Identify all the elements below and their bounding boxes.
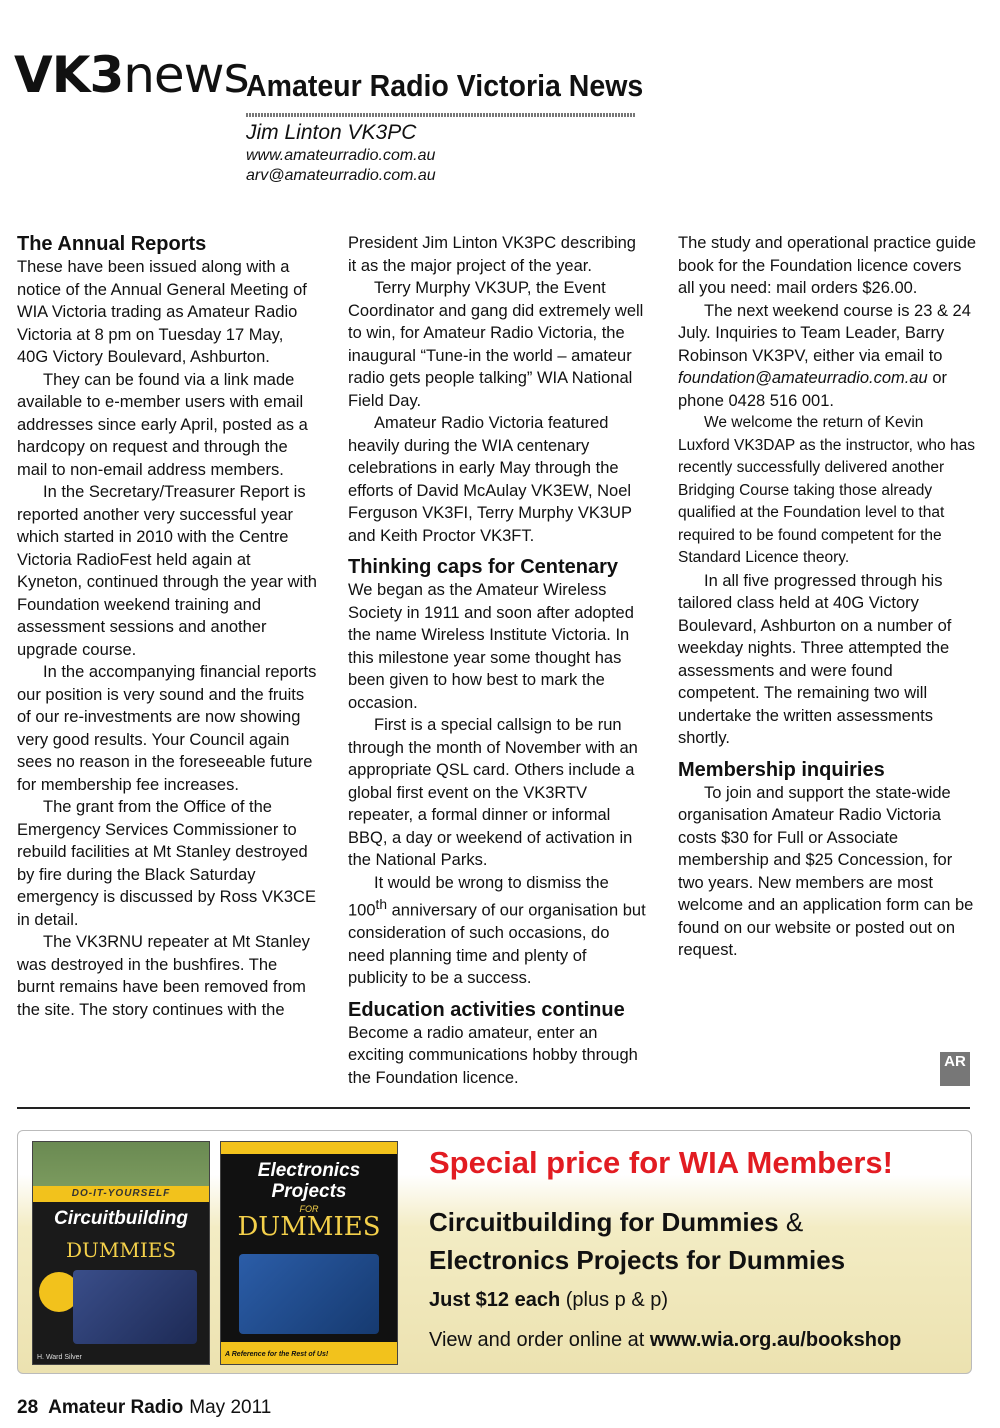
ampersand: & (785, 1207, 804, 1237)
article-column-1 (17, 232, 319, 1021)
magazine-name: Amateur Radio (48, 1397, 184, 1418)
book-banner: DO-IT-YOURSELF (33, 1186, 209, 1202)
foundation-email-link[interactable]: foundation@amateurradio.com.au (678, 369, 928, 387)
email-link[interactable]: arv@amateurradio.com.au (246, 167, 436, 185)
paragraph: They can be found via a link made available to e-member users with email addresses since early April, posted as a hardcopy on request and through the mail to non-email address members. (17, 370, 308, 479)
page-footer (17, 1397, 271, 1419)
text-run: or phone 0428 516 001. (678, 369, 947, 410)
book-cover-circuitbuilding[interactable] (32, 1141, 210, 1365)
ad-order-line (429, 1329, 901, 1352)
article-column-3 (678, 232, 978, 962)
paragraph: We began as the Amateur Wireless Society in 1911 and soon after adopted the name Wireless Institute Victoria. In this milestone year some thought has been given to how best to mark the occasion. (348, 581, 634, 712)
dummies-logo: DUMMIES (65, 1238, 177, 1262)
paragraph: Become a radio amateur, enter an exciting communications hobby through the Foundation licence. (348, 1023, 638, 1087)
paragraph: In all five progressed through his tailored class held at 40G Victory Boulevard, Ashburton on a number of weekday nights. Three attempted the assessments and were found competent. The remaining two will undertake the written assessments shortly. (678, 571, 952, 747)
bookshop-link[interactable]: www.wia.org.au/bookshop (649, 1329, 902, 1351)
book-title (221, 1160, 397, 1202)
cover-stripe (221, 1142, 397, 1154)
section-heading: The Annual Reports (17, 233, 207, 255)
project-board-image (239, 1254, 379, 1334)
title-line: Electronics (257, 1160, 361, 1181)
paragraph: In the accompanying financial reports our position is very sound and the fruits of our re-investments are now showing very good results. Your Council again sees no reason in the foreseeable future for membership fee increases. (17, 663, 317, 794)
issue-date: May 2011 (189, 1397, 272, 1418)
paragraph (678, 300, 978, 413)
paragraph: Terry Murphy VK3UP, the Event Coordinator and gang did extremely well to win, for Amateur Radio Victoria, the inaugural “Tune-in the world – amateur radio gets people talking” WIA National Field Day. (348, 279, 644, 410)
logo-vk3: VK3 (14, 46, 124, 104)
ad-book-title-2: Electronics Projects for Dummies (429, 1245, 846, 1275)
paragraph (348, 872, 648, 990)
section-logo (14, 46, 249, 104)
section-heading: Thinking caps for Centenary (348, 556, 619, 578)
title-text: Circuitbuilding for Dummies (429, 1207, 779, 1237)
book-author: H. Ward Silver (37, 1354, 82, 1361)
title-line: Projects (271, 1181, 347, 1202)
order-text: View and order online at (429, 1329, 645, 1351)
superscript: th (375, 897, 387, 912)
dummies-logo: DUMMIES (237, 1212, 381, 1242)
text-run: The next weekend course is 23 & 24 July. Inquiries to Team Leader, Barry Robinson VK3PV, either via email to (678, 301, 971, 365)
paragraph: The study and operational practice guide book for the Foundation licence covers all you need: mail orders $26.00. (678, 234, 977, 297)
price-note: (plus p & p) (565, 1289, 669, 1311)
ar-logo-icon: AR (940, 1052, 970, 1086)
section-heading: Education activities continue (348, 998, 625, 1021)
paragraph: To join and support the state-wide organisation Amateur Radio Victoria costs $30 for Full or Associate membership and $25 Concession, for two years. New members are most welcome and an application form can be found on our website or posted out on request. (678, 783, 974, 959)
section-heading: Membership inquiries (678, 758, 885, 781)
for-label: FOR (299, 1204, 319, 1214)
paragraph: In the Secretary/Treasurer Report is reported another very successful year which started in 2010 with the Centre Victoria RadioFest held again at Kyneton, continued through the year with Foundation weekend training and assessment sessions and another upgrade course. (17, 483, 317, 659)
paragraph: First is a special callsign to be run through the month of November with an appropriate QSL card. Others include a global first event on the VK3RTV repeater, a formal dinner or informal BBQ, a day or weekend of activation in the National Parks. (348, 716, 638, 869)
paragraph: We welcome the return of Kevin Luxford VK3DAP as the instructor, who has recently successfully delivered another Bridging Course taking those already qualified at the Foundation level to that required to be found competent for the Standard Licence theory. (678, 414, 975, 566)
logo-news: news (123, 46, 249, 104)
paragraph: Amateur Radio Victoria featured heavily during the WIA centenary celebrations in early May through the efforts of David McAulay VK3EW, Noel Ferguson VK3FI, Terry Murphy VK3UP and Keith Proctor VK3FT. (348, 414, 632, 545)
book-title: Circuitbuilding (53, 1208, 189, 1229)
article-column-2 (348, 232, 648, 1089)
divider (17, 1107, 970, 1109)
byline (246, 120, 436, 186)
title-rule (246, 113, 636, 117)
text-run: anniversary of our organisation but consideration of such occasions, do need planning time and plenty of publicity to be a success. (348, 901, 646, 987)
book-tagline: A Reference for the Rest of Us! (225, 1351, 329, 1358)
price-amount: Just $12 each (429, 1289, 561, 1311)
paragraph: President Jim Linton VK3PC describing it as the major project of the year. (348, 234, 636, 275)
ad-headline: Special price for WIA Members! (429, 1145, 893, 1180)
website-link[interactable]: www.amateurradio.com.au (246, 147, 436, 165)
ad-book-title-1 (429, 1207, 803, 1238)
ad-price (429, 1289, 668, 1312)
text-run: It would be wrong to dismiss the 100 (348, 873, 609, 920)
circuit-board-image (73, 1270, 197, 1344)
paragraph: The grant from the Office of the Emergency Services Commissioner to rebuild facilities at Mt Stanley destroyed by fire during the Black Saturday emergency is discussed by Ross VK3CE in detail. (17, 798, 316, 929)
paragraph: The VK3RNU repeater at Mt Stanley was destroyed in the bushfires. The burnt remains have been removed from the site. The story continues with the (17, 933, 310, 1019)
author-name: Jim Linton VK3PC (246, 121, 417, 144)
page-title: Amateur Radio Victoria News (246, 68, 644, 103)
page-number: 28 (17, 1397, 39, 1418)
paragraph: These have been issued along with a notice of the Annual General Meeting of WIA Victoria trading as Amateur Radio Victoria at 8 pm on Tuesday 17 May, 40G Victory Boulevard, Ashburton. (17, 258, 307, 366)
book-cover-electronics-projects[interactable] (220, 1141, 398, 1365)
bookshop-advert[interactable] (17, 1130, 972, 1374)
